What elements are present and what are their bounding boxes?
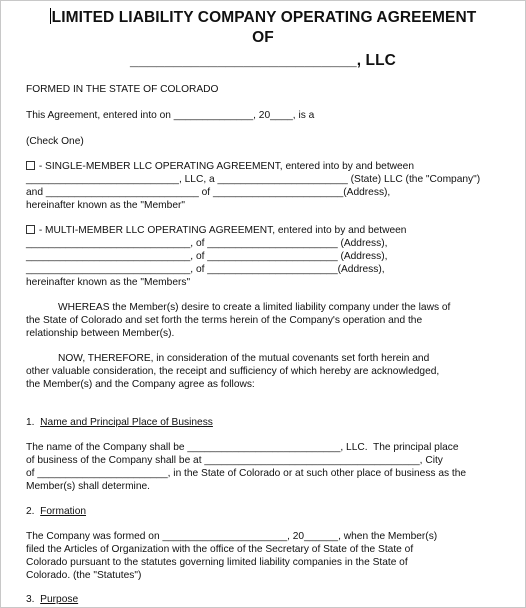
section-2-number: 2.: [26, 506, 35, 517]
single-member-line-2: ___________________________, LLC, a _______________________ (State) LLC (the "Company"): [26, 174, 481, 185]
section-1-line-1: The name of the Company shall be ___________________________, LLC. The principal place: [26, 442, 459, 453]
whereas-line-2: the State of Colorado and set forth the terms herein of the Company's operation and the: [26, 315, 423, 326]
multi-member-line-2: _____________________________, of _______________________ (Address),: [26, 238, 388, 249]
document-header: [1, 8, 525, 71]
now-therefore-line-1: NOW, THEREFORE, in consideration of the mutual covenants set forth herein and: [58, 353, 430, 364]
section-2-heading: [26, 505, 86, 518]
check-one-label: (Check One): [26, 136, 84, 147]
section-1-line-2: of business of the Company shall be at ______________________________________, City: [26, 455, 443, 466]
section-3-heading: [26, 593, 78, 606]
section-1-line-4: Member(s) shall determine.: [26, 481, 150, 492]
title-line-1: [1, 8, 525, 28]
multi-member-line-5: hereinafter known as the "Members": [26, 277, 191, 288]
section-3-title: Purpose: [40, 594, 79, 605]
section-1-heading: [26, 416, 213, 429]
single-member-label: - SINGLE-MEMBER LLC OPERATING AGREEMENT, entered into by and between: [36, 161, 415, 172]
formed-statement: FORMED IN THE STATE OF COLORADO: [26, 84, 219, 95]
section-2-line-4: Colorado. (the "Statutes"): [26, 570, 142, 581]
whereas-line-1: WHEREAS the Member(s) desire to create a limited liability company under the laws of: [58, 302, 451, 313]
now-therefore-line-3: the Member(s) and the Company agree as follows:: [26, 379, 255, 390]
single-member-line-3: and ___________________________ of _______________________(Address),: [26, 187, 391, 198]
multi-member-label: - MULTI-MEMBER LLC OPERATING AGREEMENT, entered into by and between: [36, 225, 407, 236]
multi-member-option[interactable]: [26, 224, 406, 237]
section-1-line-3: of _______________________, in the State of Colorado or at such other place of business as the: [26, 468, 467, 479]
multi-member-line-4: _____________________________, of _______________________(Address),: [26, 264, 385, 275]
single-member-option[interactable]: [26, 160, 414, 173]
title-line-3: __________________________, LLC: [130, 52, 396, 69]
section-2-line-2: filed the Articles of Organization with the office of the Secretary of State of the State of: [26, 544, 414, 555]
title-line-2: OF: [252, 29, 274, 46]
now-therefore-line-2: other valuable consideration, the receipt and sufficiency of which hereby are acknowledged,: [26, 366, 440, 377]
single-member-line-4: hereinafter known as the "Member": [26, 200, 185, 211]
title-text-1: LIMITED LIABILITY COMPANY OPERATING AGREEMENT: [51, 9, 477, 26]
text-cursor: [50, 8, 51, 24]
single-member-checkbox[interactable]: [26, 161, 35, 170]
section-2-line-1: The Company was formed on ______________________, 20______, when the Member(s): [26, 531, 438, 542]
whereas-line-3: relationship between Member(s).: [26, 328, 175, 339]
section-1-number: 1.: [26, 417, 35, 428]
multi-member-line-3: _____________________________, of _______________________ (Address),: [26, 251, 388, 262]
multi-member-checkbox[interactable]: [26, 225, 35, 234]
section-1-title: Name and Principal Place of Business: [40, 417, 213, 428]
section-3-number: 3.: [26, 594, 35, 605]
section-2-title: Formation: [40, 506, 87, 517]
section-2-line-3: Colorado pursuant to the statutes governing limited liability companies in the State of: [26, 557, 408, 568]
agreement-date-line: This Agreement, entered into on ______________, 20____, is a: [26, 110, 315, 121]
